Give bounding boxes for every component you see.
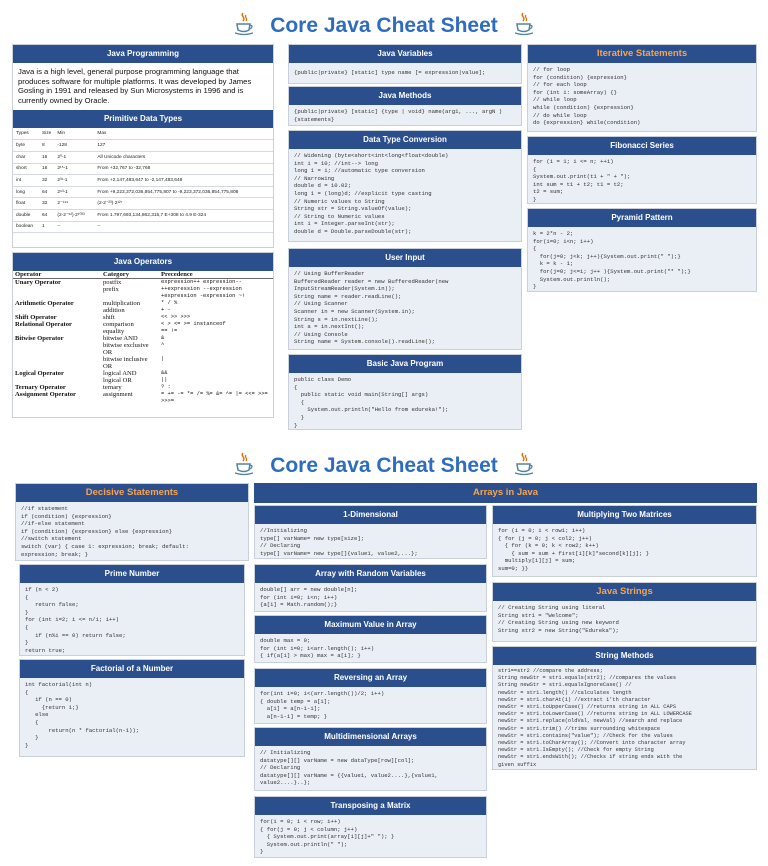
table-row [13, 221, 273, 233]
maxval-header: Maximum Value in Array [255, 616, 486, 634]
random-code: double[] arr = new double[n]; for (int i=0; i<n; i++) {a[i] = Math.random();} [260, 586, 358, 609]
table-cell: bitwise inclusive OR [103, 356, 148, 370]
primitive-table [13, 128, 273, 233]
sheet1-title: Core Java Cheat Sheet [270, 14, 498, 37]
table-row [13, 286, 273, 300]
user-input-header: User Input [289, 249, 521, 267]
table-row [13, 140, 273, 152]
operators-table [13, 271, 273, 405]
table-cell [13, 342, 101, 356]
table-cell: 2⁰-1 [54, 152, 94, 164]
table-cell: ? : [161, 384, 171, 390]
table-cell: | [161, 356, 165, 362]
strings-header: Java Strings [493, 583, 756, 601]
table-cell [13, 286, 101, 300]
table-row [13, 152, 273, 164]
table-cell: addition [103, 307, 125, 314]
conversion-panel [288, 130, 522, 242]
table-cell: assignment [103, 391, 133, 398]
reverse-panel [254, 668, 487, 724]
table-row [13, 356, 273, 370]
table-cell [13, 377, 101, 384]
maxval-panel [254, 615, 487, 663]
table-cell: 2⁻¹⁴⁹ [54, 198, 94, 210]
table-cell: 32 [39, 198, 54, 210]
variables-code: {public|private} [static] type name [= expression|value]; [294, 69, 486, 76]
prime-header: Prime Number [20, 565, 244, 583]
java-programming-text: Java is a high level, general purpose programming language that produces software for multiple platforms. It was developed by James Gosling in 1991 and released by Sun Microsystems in 1996 and is currently owned by Oracle. [18, 67, 252, 105]
java-programming-panel [12, 44, 274, 248]
table-row [13, 175, 273, 187]
table-row [13, 307, 273, 314]
pyramid-panel [527, 208, 757, 292]
table-cell: == != [161, 328, 178, 334]
random-header: Array with Random Variables [255, 565, 486, 583]
table-cell: 16 [39, 163, 54, 175]
table-cell: & [161, 335, 165, 341]
table-row [13, 391, 273, 405]
table-cell: multiplication [103, 300, 140, 307]
table-cell: * / % [161, 300, 178, 306]
table-row [13, 335, 273, 342]
factorial-header: Factorial of a Number [20, 660, 244, 678]
transpose-header: Transposing a Matrix [255, 797, 486, 815]
table-row [13, 300, 273, 307]
table-cell: Shift Operator [15, 314, 57, 321]
operators-col-header: Operator [13, 271, 101, 279]
table-cell: From +2,147,483,647 to -2,147,483,648 [94, 175, 273, 187]
primitive-col-header: Types [13, 128, 39, 140]
table-row [13, 314, 273, 321]
table-cell: ternary [103, 384, 122, 391]
table-cell: Assignment Operator [15, 391, 76, 398]
arrays-header-bar [254, 483, 757, 503]
table-row [13, 163, 273, 175]
table-row [13, 186, 273, 198]
table-cell: ++expression --expression +expression -expression ~! [161, 286, 246, 299]
primitive-col-header: Size [39, 128, 54, 140]
variables-panel [288, 44, 522, 84]
string-methods-code: str1==str2 //compare the address; String newStr = str1.equals(str2); //compares the values String newStr = str1.equalsIgnoreCase() // newStr = str1.length() //calculates length newStr = str1.charAt(i) //extract i'th character newStr = str1.toUpperCase() //returns string in ALL CAPS newStr = str1.toLowerCase() //returns string in ALL LOWERCASE newStr = str1.replace(oldVal, newVal) //search and replace newStr = str1.trim() //trims surrounding whitespace newStr = str1.contains("value"); //Check for the values newStr = str1.toCharArray(); //Convert into character array newStr = str1.IsEmpty(); //Check for empty String newStr = str1.endsWith(); //Checks if string ends with the given suffix [498, 668, 692, 768]
basic-program-code: public class Demo { public static void main(String[] args) { System.out.println("Hello from edureka!"); } } [294, 376, 449, 429]
table-cell: && [161, 370, 168, 376]
primitive-header-row [13, 128, 273, 140]
table-cell: 2¹⁵-1 [54, 163, 94, 175]
table-row [13, 210, 273, 222]
iterative-panel [527, 44, 757, 132]
table-cell: 1 [39, 221, 54, 233]
strings-panel [492, 582, 757, 642]
table-row [13, 384, 273, 391]
table-row [13, 370, 273, 377]
methods-code: {public|private} [static] {type | void} name(arg1, ..., argN ){statements} [294, 108, 503, 123]
java-programming-header: Java Programming [13, 45, 273, 63]
transpose-code: for(i = 0; i < row; i++) { for(j = 0; j < column; j++) { System.out.print(array[i][j]+" "); } System.out.println(" "); } [260, 818, 395, 856]
fibonacci-code: for (i = 1; i <= n; ++i) { System.out.print(t1 + " + "); int sum = t1 + t2; t1 = t2; t2 = sum; } [533, 158, 631, 203]
arrays-header: Arrays in Java [473, 487, 538, 498]
string-methods-header: String Methods [493, 647, 756, 665]
table-cell: comparison [103, 321, 134, 328]
multidim-code: // Initializing datatype[][] varName = new dataType[row][col]; // Declaring datatype[][] varName = {{value1, value2....},{value1, value2....}..}; [260, 749, 438, 787]
java-cup-icon [514, 12, 534, 36]
table-cell: Ternary Operator [15, 384, 66, 391]
table-cell: Relational Operator [15, 321, 72, 328]
pyramid-code: k = 2*n - 2; for(i=0; i<n; i++) { for(j=0; j<k; j++){System.out.print(" ");} k = k - 1; for(j=0; j<=i; j++ ){System.out.print("* ");} System.out.println(); } [533, 230, 691, 291]
table-cell: 64 [39, 186, 54, 198]
operators-header: Java Operators [13, 253, 273, 271]
table-cell: equality [103, 328, 125, 335]
multiply-header: Multiplying Two Matrices [493, 506, 756, 524]
table-cell: shift [103, 314, 115, 321]
one-dim-panel [254, 505, 487, 559]
table-cell: -- [94, 221, 273, 233]
java-cup-icon [234, 452, 254, 476]
table-cell [13, 328, 101, 335]
table-cell: 32 [39, 175, 54, 187]
table-cell: bitwise AND [103, 335, 138, 342]
table-cell [13, 307, 101, 314]
table-cell: postfix [103, 279, 122, 286]
iterative-header: Iterative Statements [528, 45, 756, 63]
methods-panel [288, 86, 522, 126]
multidim-header: Multidimensional Arrays [255, 728, 486, 746]
transpose-panel [254, 796, 487, 858]
user-input-panel [288, 248, 522, 350]
table-cell: Logical Operator [15, 370, 64, 377]
one-dim-header: 1-Dimensional [255, 506, 486, 524]
table-cell: -- [54, 221, 94, 233]
table-cell: || [161, 377, 168, 383]
one-dim-code: //Initializing type[] varName= new type[size]; // Declaring type[] varName= new type[]{value1, value2,...}; [260, 527, 418, 557]
table-cell: logical AND [103, 370, 137, 377]
strings-code: // Creating String using literal String str1 = "Welcome"; // Creating String using new keyword String str2 = new String("Edureka"); [498, 604, 619, 634]
table-cell: (2-2⁻²³)·2¹²⁷ [94, 198, 273, 210]
table-row [13, 198, 273, 210]
table-cell: char [13, 152, 39, 164]
table-cell: byte [13, 140, 39, 152]
table-cell: Bitwise Operator [15, 335, 64, 342]
table-cell: logical OR [103, 377, 132, 384]
table-cell: float [13, 198, 39, 210]
table-cell: bitwise exclusive OR [103, 342, 149, 356]
prime-panel [19, 564, 245, 656]
table-cell: double [13, 210, 39, 222]
operators-col-header: Category [101, 271, 159, 279]
maxval-code: double max = 0; for (int i=0; i<arr.length(); i++) { if(a[i] > max) max = a[i]; } [260, 637, 375, 660]
multidim-panel [254, 727, 487, 791]
table-cell: -128 [54, 140, 94, 152]
table-cell: From +32,767 to -32,768 [94, 163, 273, 175]
sheet1-title-row [0, 12, 768, 38]
operators-panel [12, 252, 274, 418]
table-cell: long [13, 186, 39, 198]
prime-code: if (n < 2) { return false; } for (int i=2; i <= n/i; i++) { if (n%i == 0) return false; } return true; [25, 586, 126, 654]
table-cell: 8 [39, 140, 54, 152]
table-cell: int [13, 175, 39, 187]
user-input-code: // Using BufferReader BufferedReader reader = new BufferedReader(new InputStreamReader(System.in)); String name = reader.readLine(); // Using Scanner Scanner in = new Scanner(System.in); String s = in.nextLine(); int a = in.nextInt(); // Using Console String name = System.console().readLine(); [294, 270, 449, 346]
reverse-header: Reversing an Array [255, 669, 486, 687]
table-cell: 2⁶³-1 [54, 186, 94, 198]
table-cell: (2-2⁻⁵²)·2¹⁰²³ [54, 210, 94, 222]
table-cell [13, 356, 101, 370]
multiply-code: for (i = 0; i < row1; i++) { for (j = 0; j < col2; j++) { for (k = 0; k < row2; k++) { sum = sum + first[i][k]*second[k][j]; } multiply[i][j] = sum; sum=0; }} [498, 527, 650, 572]
iterative-code: // for loop for (condition) {expression} // for each loop for (int i: someArray) {} // while loop while (condition) {expression} // do while loop do {expression} while(condition) [533, 66, 641, 127]
table-cell: boolean [13, 221, 39, 233]
basic-program-panel [288, 354, 522, 430]
random-panel [254, 564, 487, 612]
table-cell: short [13, 163, 39, 175]
table-cell: = += -= *= /= %= &= ^= |= <<= >>= >>>= [161, 391, 268, 404]
table-row [13, 377, 273, 384]
pyramid-header: Pyramid Pattern [528, 209, 756, 227]
table-cell: ^ [161, 342, 165, 348]
conversion-code: // Widening (byte<short<int<long<float<double) int i = 10; //int--> long long 1 = i; //automatic type conversion // Narrowing double d = 10.02; long 1 = (long)d; //explicit type casting // Numeric values to String String str = String.valueOf(value); // String to Numeric values int i = Integer.parseInt(str); double d = Double.parseDouble(str); [294, 152, 449, 235]
factorial-panel [19, 659, 245, 757]
table-row [13, 342, 273, 356]
primitive-header: Primitive Data Types [13, 110, 273, 128]
table-cell: < > <= >= instanceof [161, 321, 226, 327]
table-cell: prefix [103, 286, 119, 293]
table-cell: 16 [39, 152, 54, 164]
table-cell: << >> >>> [161, 314, 191, 320]
table-cell: Arithmetic Operator [15, 300, 74, 307]
java-cup-icon [514, 452, 534, 476]
table-cell: 127 [94, 140, 273, 152]
factorial-code: int factorial(int n) { if (n == 0) {return 1;} else { return(n * factorial(n-1)); } } [25, 681, 140, 749]
table-row [13, 321, 273, 328]
table-cell: 64 [39, 210, 54, 222]
table-row [13, 279, 273, 287]
table-cell: Unary Operator [15, 279, 61, 286]
operators-header-row [13, 271, 273, 279]
table-cell: 2³¹-1 [54, 175, 94, 187]
java-cup-icon [234, 12, 254, 36]
table-cell: expression++ expression-- [161, 279, 242, 285]
table-cell: From +9,223,372,036,854,775,807 to -9,223,372,036,854,775,808 [94, 186, 273, 198]
fibonacci-header: Fibonacci Series [528, 137, 756, 155]
basic-program-header: Basic Java Program [289, 355, 521, 373]
decisive-header: Decisive Statements [16, 484, 248, 502]
primitive-col-header: Min [54, 128, 94, 140]
variables-header: Java Variables [289, 45, 521, 63]
decisive-code: //if statement if (condition) {expression} //if-else statement if (condition) {expression} else {expression} //switch statement switch (var) { case 1: expression; break; default: expression; break; } [21, 505, 189, 558]
table-cell: + - [161, 307, 171, 313]
sheet2-title-row [0, 452, 768, 478]
table-row [13, 328, 273, 335]
reverse-code: for(int i=0; i<(arr.length())/2; i++) { double temp = a[i]; a[i] = a[n-1-i]; a[n-1-i] = temp; } [260, 690, 385, 720]
methods-header: Java Methods [289, 87, 521, 105]
decisive-panel [15, 483, 249, 561]
sheet2-title: Core Java Cheat Sheet [270, 454, 498, 477]
fibonacci-panel [527, 136, 757, 204]
operators-col-header: Precedence [159, 271, 273, 279]
string-methods-panel [492, 646, 757, 770]
multiply-panel [492, 505, 757, 577]
primitive-col-header: Max [94, 128, 273, 140]
table-cell: All Unicode characters [94, 152, 273, 164]
conversion-header: Data Type Conversion [289, 131, 521, 149]
table-cell: From 1.797,693,134,862,315,7 E+308 to 4.9 E-324 [94, 210, 273, 222]
